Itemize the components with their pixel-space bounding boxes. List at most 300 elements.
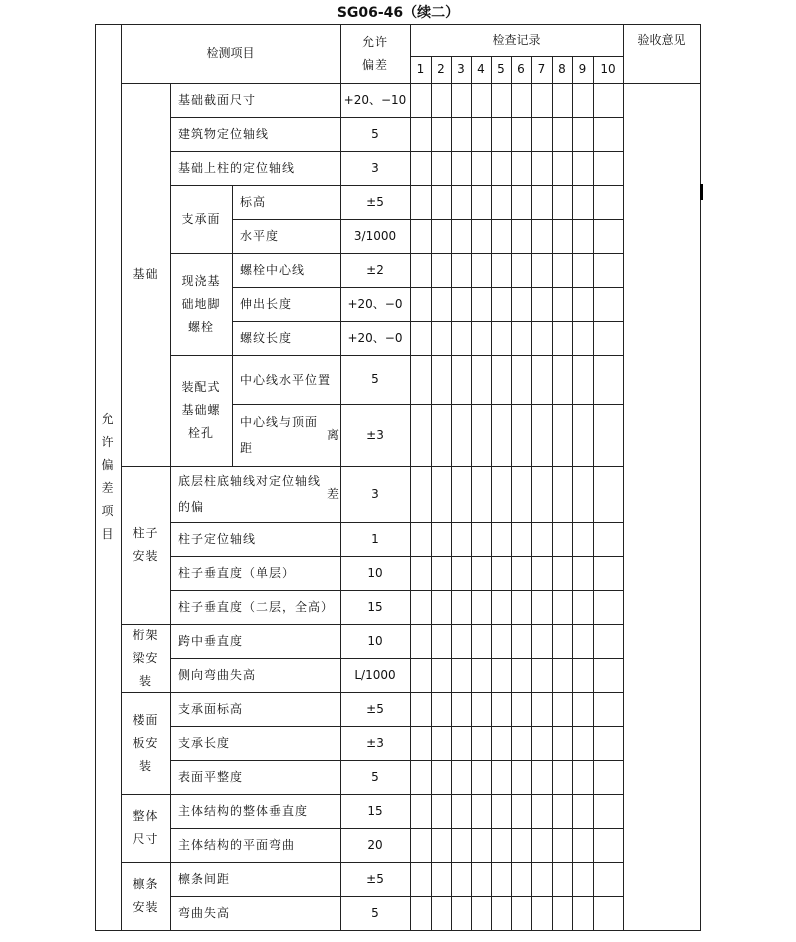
record-cell[interactable] [531, 692, 552, 726]
record-cell[interactable] [552, 253, 572, 287]
record-cell[interactable] [511, 287, 531, 321]
record-cell[interactable] [572, 760, 593, 794]
record-cell[interactable] [471, 185, 491, 219]
record-cell[interactable] [491, 404, 511, 466]
record-cell[interactable] [471, 117, 491, 151]
record-cell[interactable] [593, 117, 623, 151]
record-cell[interactable] [552, 117, 572, 151]
record-cell[interactable] [552, 151, 572, 185]
row-item [170, 794, 340, 828]
record-cell[interactable] [593, 896, 623, 930]
record-cell[interactable] [491, 219, 511, 253]
row-item-line: 水平度 [240, 228, 280, 243]
record-cell[interactable] [451, 862, 471, 896]
record-cell[interactable] [491, 185, 511, 219]
record-cell[interactable] [511, 726, 531, 760]
record-cell[interactable] [593, 556, 623, 590]
record-cell[interactable] [531, 896, 552, 930]
record-cell[interactable] [531, 760, 552, 794]
row-tolerance [340, 794, 410, 828]
header-opinion-line: 验收意见 [637, 32, 686, 47]
record-cell[interactable] [511, 466, 531, 522]
grid-line [170, 726, 624, 727]
record-cell[interactable] [572, 466, 593, 522]
record-cell[interactable] [410, 151, 431, 185]
record-cell[interactable] [471, 404, 491, 466]
row-tolerance [340, 522, 410, 556]
record-cell[interactable] [511, 556, 531, 590]
record-cell[interactable] [491, 83, 511, 117]
row-tolerance [340, 466, 410, 522]
record-cell[interactable] [552, 355, 572, 404]
record-cell[interactable] [552, 556, 572, 590]
record-cell[interactable] [410, 117, 431, 151]
record-cell[interactable] [552, 760, 572, 794]
row-tolerance [340, 896, 410, 930]
record-cell[interactable] [593, 253, 623, 287]
record-cell[interactable] [410, 828, 431, 862]
record-cell[interactable] [431, 287, 451, 321]
row-tolerance-line: 15 [367, 599, 383, 614]
row-item [170, 896, 340, 930]
group-label-line: 整体 [132, 809, 159, 823]
grid-line [572, 56, 573, 931]
record-cell[interactable] [431, 321, 451, 355]
record-cell[interactable] [593, 151, 623, 185]
left-category-label-line: 差 [101, 481, 115, 495]
record-cell[interactable] [471, 253, 491, 287]
record-cell[interactable] [593, 692, 623, 726]
record-cell[interactable] [471, 151, 491, 185]
record-cell[interactable] [431, 83, 451, 117]
record-cell[interactable] [511, 692, 531, 726]
record-cell[interactable] [431, 466, 451, 522]
record-cell[interactable] [531, 185, 552, 219]
record-cell[interactable] [511, 590, 531, 624]
grid-line [232, 219, 624, 220]
record-cell[interactable] [471, 760, 491, 794]
row-tolerance [340, 355, 410, 404]
record-cell[interactable] [572, 219, 593, 253]
record-cell[interactable] [451, 556, 471, 590]
record-cell[interactable] [410, 896, 431, 930]
record-cell[interactable] [410, 556, 431, 590]
record-cell[interactable] [511, 83, 531, 117]
record-cell[interactable] [431, 794, 451, 828]
record-cell[interactable] [593, 760, 623, 794]
record-cell[interactable] [552, 862, 572, 896]
record-cell[interactable] [572, 117, 593, 151]
record-cell[interactable] [471, 321, 491, 355]
record-cell[interactable] [511, 355, 531, 404]
row-item-line: 离 [326, 428, 340, 442]
record-cell[interactable] [431, 862, 451, 896]
row-tolerance [340, 658, 410, 692]
row-tolerance-line: 5 [371, 769, 379, 784]
record-cell[interactable] [552, 466, 572, 522]
record-cell[interactable] [531, 466, 552, 522]
record-cell[interactable] [451, 287, 471, 321]
grid-line [170, 83, 171, 931]
record-cell[interactable] [531, 556, 552, 590]
record-cell[interactable] [431, 219, 451, 253]
record-cell[interactable] [451, 404, 471, 466]
record-cell[interactable] [451, 590, 471, 624]
record-number-line: 10 [600, 62, 616, 76]
record-cell[interactable] [451, 828, 471, 862]
record-cell[interactable] [531, 828, 552, 862]
record-cell[interactable] [531, 117, 552, 151]
row-tolerance [340, 253, 410, 287]
record-cell[interactable] [593, 590, 623, 624]
record-cell[interactable] [552, 794, 572, 828]
record-cell[interactable] [471, 692, 491, 726]
record-cell[interactable] [491, 794, 511, 828]
group-label-line: 柱子 [132, 526, 159, 540]
record-cell[interactable] [511, 794, 531, 828]
record-cell[interactable] [572, 321, 593, 355]
subgroup-label-line: 础地脚 [181, 296, 221, 311]
record-cell[interactable] [552, 726, 572, 760]
record-cell[interactable] [552, 522, 572, 556]
record-cell[interactable] [451, 624, 471, 658]
record-cell[interactable] [552, 404, 572, 466]
record-cell[interactable] [451, 692, 471, 726]
record-cell[interactable] [471, 896, 491, 930]
row-tolerance [340, 219, 410, 253]
group-label [121, 692, 170, 794]
record-cell[interactable] [511, 185, 531, 219]
record-cell[interactable] [531, 726, 552, 760]
record-cell[interactable] [451, 760, 471, 794]
record-cell[interactable] [511, 253, 531, 287]
record-cell[interactable] [451, 151, 471, 185]
record-cell[interactable] [552, 321, 572, 355]
record-cell[interactable] [491, 556, 511, 590]
record-cell[interactable] [410, 185, 431, 219]
record-cell[interactable] [593, 287, 623, 321]
record-number [531, 56, 552, 83]
record-cell[interactable] [451, 185, 471, 219]
record-cell[interactable] [410, 321, 431, 355]
record-cell[interactable] [552, 624, 572, 658]
record-cell[interactable] [531, 219, 552, 253]
record-cell[interactable] [491, 760, 511, 794]
group-label [121, 466, 170, 624]
record-cell[interactable] [471, 624, 491, 658]
record-cell[interactable] [572, 355, 593, 404]
record-cell[interactable] [593, 658, 623, 692]
record-cell[interactable] [491, 658, 511, 692]
row-tolerance-line: L/1000 [354, 667, 396, 682]
record-cell[interactable] [552, 185, 572, 219]
row-item-line: 支承面标高 [178, 701, 244, 716]
row-tolerance [340, 726, 410, 760]
record-cell[interactable] [572, 590, 593, 624]
group-label [121, 862, 170, 930]
record-cell[interactable] [410, 590, 431, 624]
record-cell[interactable] [572, 828, 593, 862]
record-cell[interactable] [410, 219, 431, 253]
grid-line [121, 466, 624, 467]
record-cell[interactable] [451, 896, 471, 930]
record-cell[interactable] [471, 556, 491, 590]
record-cell[interactable] [451, 794, 471, 828]
record-cell[interactable] [431, 896, 451, 930]
record-cell[interactable] [531, 355, 552, 404]
row-tolerance-line: 1 [371, 531, 379, 546]
record-cell[interactable] [491, 828, 511, 862]
record-cell[interactable] [572, 726, 593, 760]
row-item-line: 置 [318, 372, 332, 387]
record-cell[interactable] [431, 692, 451, 726]
record-cell[interactable] [451, 726, 471, 760]
record-cell[interactable] [531, 862, 552, 896]
record-cell[interactable] [491, 726, 511, 760]
grid-line [121, 83, 624, 84]
record-cell[interactable] [491, 862, 511, 896]
record-cell[interactable] [491, 117, 511, 151]
record-cell[interactable] [451, 219, 471, 253]
record-cell[interactable] [511, 404, 531, 466]
record-cell[interactable] [593, 404, 623, 466]
record-number [511, 56, 531, 83]
record-cell[interactable] [491, 896, 511, 930]
record-cell[interactable] [491, 355, 511, 404]
record-cell[interactable] [471, 726, 491, 760]
record-cell[interactable] [471, 828, 491, 862]
record-cell[interactable] [491, 287, 511, 321]
record-cell[interactable] [431, 590, 451, 624]
record-cell[interactable] [410, 253, 431, 287]
record-cell[interactable] [572, 556, 593, 590]
record-cell[interactable] [410, 794, 431, 828]
record-cell[interactable] [531, 404, 552, 466]
record-cell[interactable] [593, 185, 623, 219]
record-cell[interactable] [552, 658, 572, 692]
header-tolerance [340, 24, 410, 83]
header-tolerance-line: 允许 [361, 34, 388, 49]
row-tolerance-line: ±3 [366, 735, 384, 750]
record-cell[interactable] [552, 287, 572, 321]
row-item-line: 伸出长度 [240, 296, 293, 311]
record-cell[interactable] [451, 522, 471, 556]
record-cell[interactable] [471, 590, 491, 624]
record-cell[interactable] [552, 896, 572, 930]
record-cell[interactable] [572, 404, 593, 466]
record-cell[interactable] [511, 760, 531, 794]
record-cell[interactable] [531, 151, 552, 185]
record-cell[interactable] [552, 828, 572, 862]
record-cell[interactable] [531, 321, 552, 355]
record-cell[interactable] [593, 828, 623, 862]
record-cell[interactable] [431, 355, 451, 404]
record-cell[interactable] [511, 658, 531, 692]
record-cell[interactable] [410, 658, 431, 692]
record-cell[interactable] [572, 253, 593, 287]
record-cell[interactable] [410, 355, 431, 404]
row-tolerance [340, 760, 410, 794]
record-cell[interactable] [511, 321, 531, 355]
record-cell[interactable] [572, 692, 593, 726]
record-cell[interactable] [410, 404, 431, 466]
record-cell[interactable] [471, 522, 491, 556]
record-cell[interactable] [431, 624, 451, 658]
record-cell[interactable] [572, 624, 593, 658]
record-cell[interactable] [531, 83, 552, 117]
record-cell[interactable] [572, 658, 593, 692]
record-cell[interactable] [471, 287, 491, 321]
record-cell[interactable] [572, 896, 593, 930]
record-cell[interactable] [572, 794, 593, 828]
record-cell[interactable] [451, 355, 471, 404]
row-item [232, 185, 340, 219]
record-cell[interactable] [431, 726, 451, 760]
record-cell[interactable] [531, 253, 552, 287]
record-cell[interactable] [572, 287, 593, 321]
opinion-cell[interactable] [623, 56, 700, 930]
record-cell[interactable] [511, 896, 531, 930]
record-cell[interactable] [511, 862, 531, 896]
record-cell[interactable] [491, 692, 511, 726]
row-tolerance [340, 692, 410, 726]
row-item [170, 624, 340, 658]
record-cell[interactable] [511, 219, 531, 253]
record-cell[interactable] [552, 590, 572, 624]
record-cell[interactable] [531, 590, 552, 624]
record-cell[interactable] [491, 590, 511, 624]
record-cell[interactable] [593, 862, 623, 896]
record-cell[interactable] [431, 556, 451, 590]
record-cell[interactable] [410, 692, 431, 726]
record-cell[interactable] [531, 658, 552, 692]
row-tolerance [340, 624, 410, 658]
row-tolerance-line: ±5 [366, 701, 384, 716]
record-cell[interactable] [531, 624, 552, 658]
record-cell[interactable] [451, 466, 471, 522]
row-tolerance-line: 15 [367, 803, 383, 818]
record-cell[interactable] [431, 151, 451, 185]
record-cell[interactable] [491, 466, 511, 522]
record-cell[interactable] [491, 151, 511, 185]
record-cell[interactable] [431, 658, 451, 692]
record-cell[interactable] [431, 404, 451, 466]
record-cell[interactable] [511, 117, 531, 151]
row-tolerance-line: 3 [371, 486, 379, 501]
record-cell[interactable] [471, 794, 491, 828]
record-cell[interactable] [410, 862, 431, 896]
record-cell[interactable] [552, 692, 572, 726]
record-cell[interactable] [572, 151, 593, 185]
record-cell[interactable] [410, 624, 431, 658]
record-cell[interactable] [491, 522, 511, 556]
record-cell[interactable] [593, 726, 623, 760]
record-cell[interactable] [491, 624, 511, 658]
row-tolerance-line: ±5 [366, 871, 384, 886]
row-item-line: 主体结构的平面弯曲 [178, 837, 296, 852]
record-cell[interactable] [593, 321, 623, 355]
record-number-line: 7 [537, 62, 546, 76]
record-cell[interactable] [431, 760, 451, 794]
record-cell[interactable] [511, 624, 531, 658]
record-cell[interactable] [451, 658, 471, 692]
record-cell[interactable] [531, 287, 552, 321]
record-cell[interactable] [451, 117, 471, 151]
grid-line [431, 56, 432, 931]
group-label-line: 尺寸 [132, 832, 159, 846]
record-cell[interactable] [431, 185, 451, 219]
record-cell[interactable] [471, 466, 491, 522]
row-item-line: 主体结构的整体垂直度 [178, 803, 309, 818]
record-cell[interactable] [491, 321, 511, 355]
header-records-line: 检查记录 [492, 32, 541, 47]
record-cell[interactable] [593, 466, 623, 522]
record-cell[interactable] [552, 83, 572, 117]
record-cell[interactable] [511, 522, 531, 556]
document-title: SG06-46（续二） [336, 5, 460, 21]
record-cell[interactable] [531, 794, 552, 828]
record-cell[interactable] [593, 624, 623, 658]
row-item-line: 底层柱底轴线对定位轴线的偏 [178, 474, 322, 514]
record-cell[interactable] [471, 83, 491, 117]
grid-line [511, 56, 512, 931]
row-tolerance-line: ±5 [366, 194, 384, 209]
record-cell[interactable] [410, 466, 431, 522]
record-cell[interactable] [511, 151, 531, 185]
row-tolerance-line: ±2 [366, 262, 384, 277]
record-cell[interactable] [572, 185, 593, 219]
subgroup-label-line: 装配式 [181, 380, 221, 394]
record-cell[interactable] [531, 522, 552, 556]
group-label-line: 装 [138, 758, 152, 773]
subgroup-label [170, 253, 232, 355]
record-cell[interactable] [552, 219, 572, 253]
record-cell[interactable] [410, 287, 431, 321]
record-cell[interactable] [572, 522, 593, 556]
record-cell[interactable] [410, 726, 431, 760]
record-cell[interactable] [593, 83, 623, 117]
grid-line [170, 760, 624, 761]
record-cell[interactable] [410, 522, 431, 556]
record-cell[interactable] [431, 522, 451, 556]
record-cell[interactable] [410, 83, 431, 117]
record-cell[interactable] [491, 253, 511, 287]
record-cell[interactable] [471, 219, 491, 253]
record-cell[interactable] [451, 83, 471, 117]
record-number-line: 8 [558, 62, 566, 76]
record-cell[interactable] [431, 253, 451, 287]
record-cell[interactable] [471, 658, 491, 692]
record-cell[interactable] [593, 355, 623, 404]
row-item-line: 柱子垂直度（二层，全高） [178, 599, 335, 614]
record-cell[interactable] [471, 355, 491, 404]
record-cell[interactable] [451, 321, 471, 355]
record-cell[interactable] [431, 828, 451, 862]
record-cell[interactable] [593, 522, 623, 556]
record-cell[interactable] [593, 794, 623, 828]
header-tolerance-line: 偏差 [361, 57, 388, 72]
record-cell[interactable] [511, 828, 531, 862]
grid-line [95, 24, 701, 25]
record-cell[interactable] [572, 862, 593, 896]
record-cell[interactable] [431, 117, 451, 151]
record-cell[interactable] [593, 219, 623, 253]
record-cell[interactable] [451, 253, 471, 287]
record-cell[interactable] [471, 862, 491, 896]
record-cell[interactable] [410, 760, 431, 794]
record-cell[interactable] [572, 83, 593, 117]
record-number-line: 2 [437, 62, 445, 76]
